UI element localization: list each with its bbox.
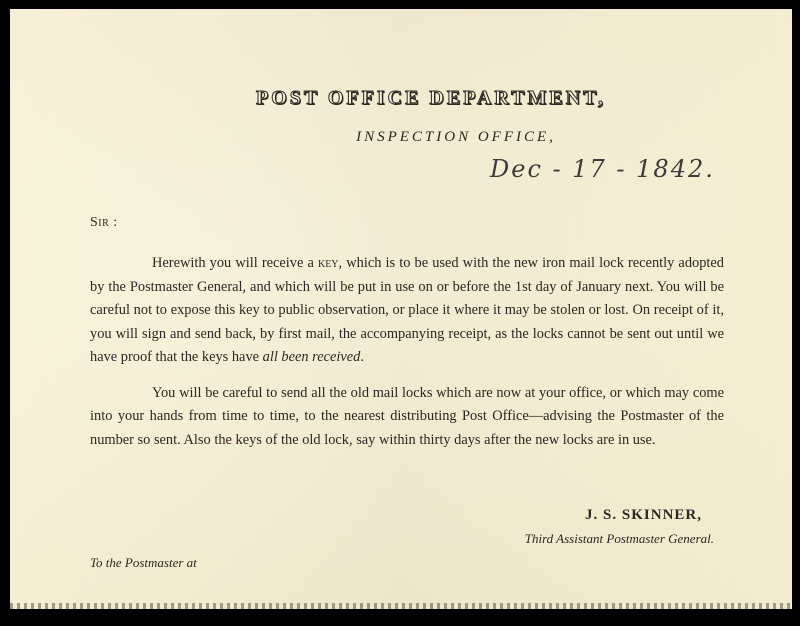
signature-title: Third Assistant Postmaster General. bbox=[524, 531, 714, 546]
paragraph-2: You will be careful to send all the old mail locks which are now at your office, or which may come into your hands from time to time, to the nearest distributing Post Office—advising the Postmaster of the number so sent. Also the keys of the old lock, say within thirty days after the new locks are in use. bbox=[90, 384, 724, 448]
paragraph-1-key-word: key bbox=[317, 255, 339, 271]
paragraph-1-text-a: Herewith you will receive a bbox=[152, 255, 318, 271]
addressee-line: To the Postmaster at bbox=[90, 555, 197, 570]
office-subheading: INSPECTION OFFICE, bbox=[356, 129, 556, 145]
paragraph-1-italic: all been received bbox=[262, 349, 361, 365]
letter-body bbox=[90, 252, 724, 452]
paragraph-1-end: . bbox=[360, 349, 364, 365]
paragraph-1 bbox=[90, 252, 724, 370]
handwritten-date: Dec - 17 - 1842. bbox=[490, 155, 715, 183]
signature-name: J. S. SKINNER, bbox=[585, 507, 702, 523]
paragraph-1-text-b: , which is to be used with the new iron mail lock recently adopted by the Postmaster General, and which will be put in use on or before the 1st day of January next. You will be careful not to expose this key to public observation, or place it where it may be stolen or lost. On receipt of it, you will sign and send back, by first mail, the accompanying receipt, as the locks cannot be sent out until we have proof that the keys have bbox=[90, 255, 724, 365]
letter-sheet bbox=[10, 9, 792, 609]
salutation: Sir : bbox=[90, 215, 118, 230]
department-heading: POST OFFICE DEPARTMENT, bbox=[256, 87, 606, 109]
